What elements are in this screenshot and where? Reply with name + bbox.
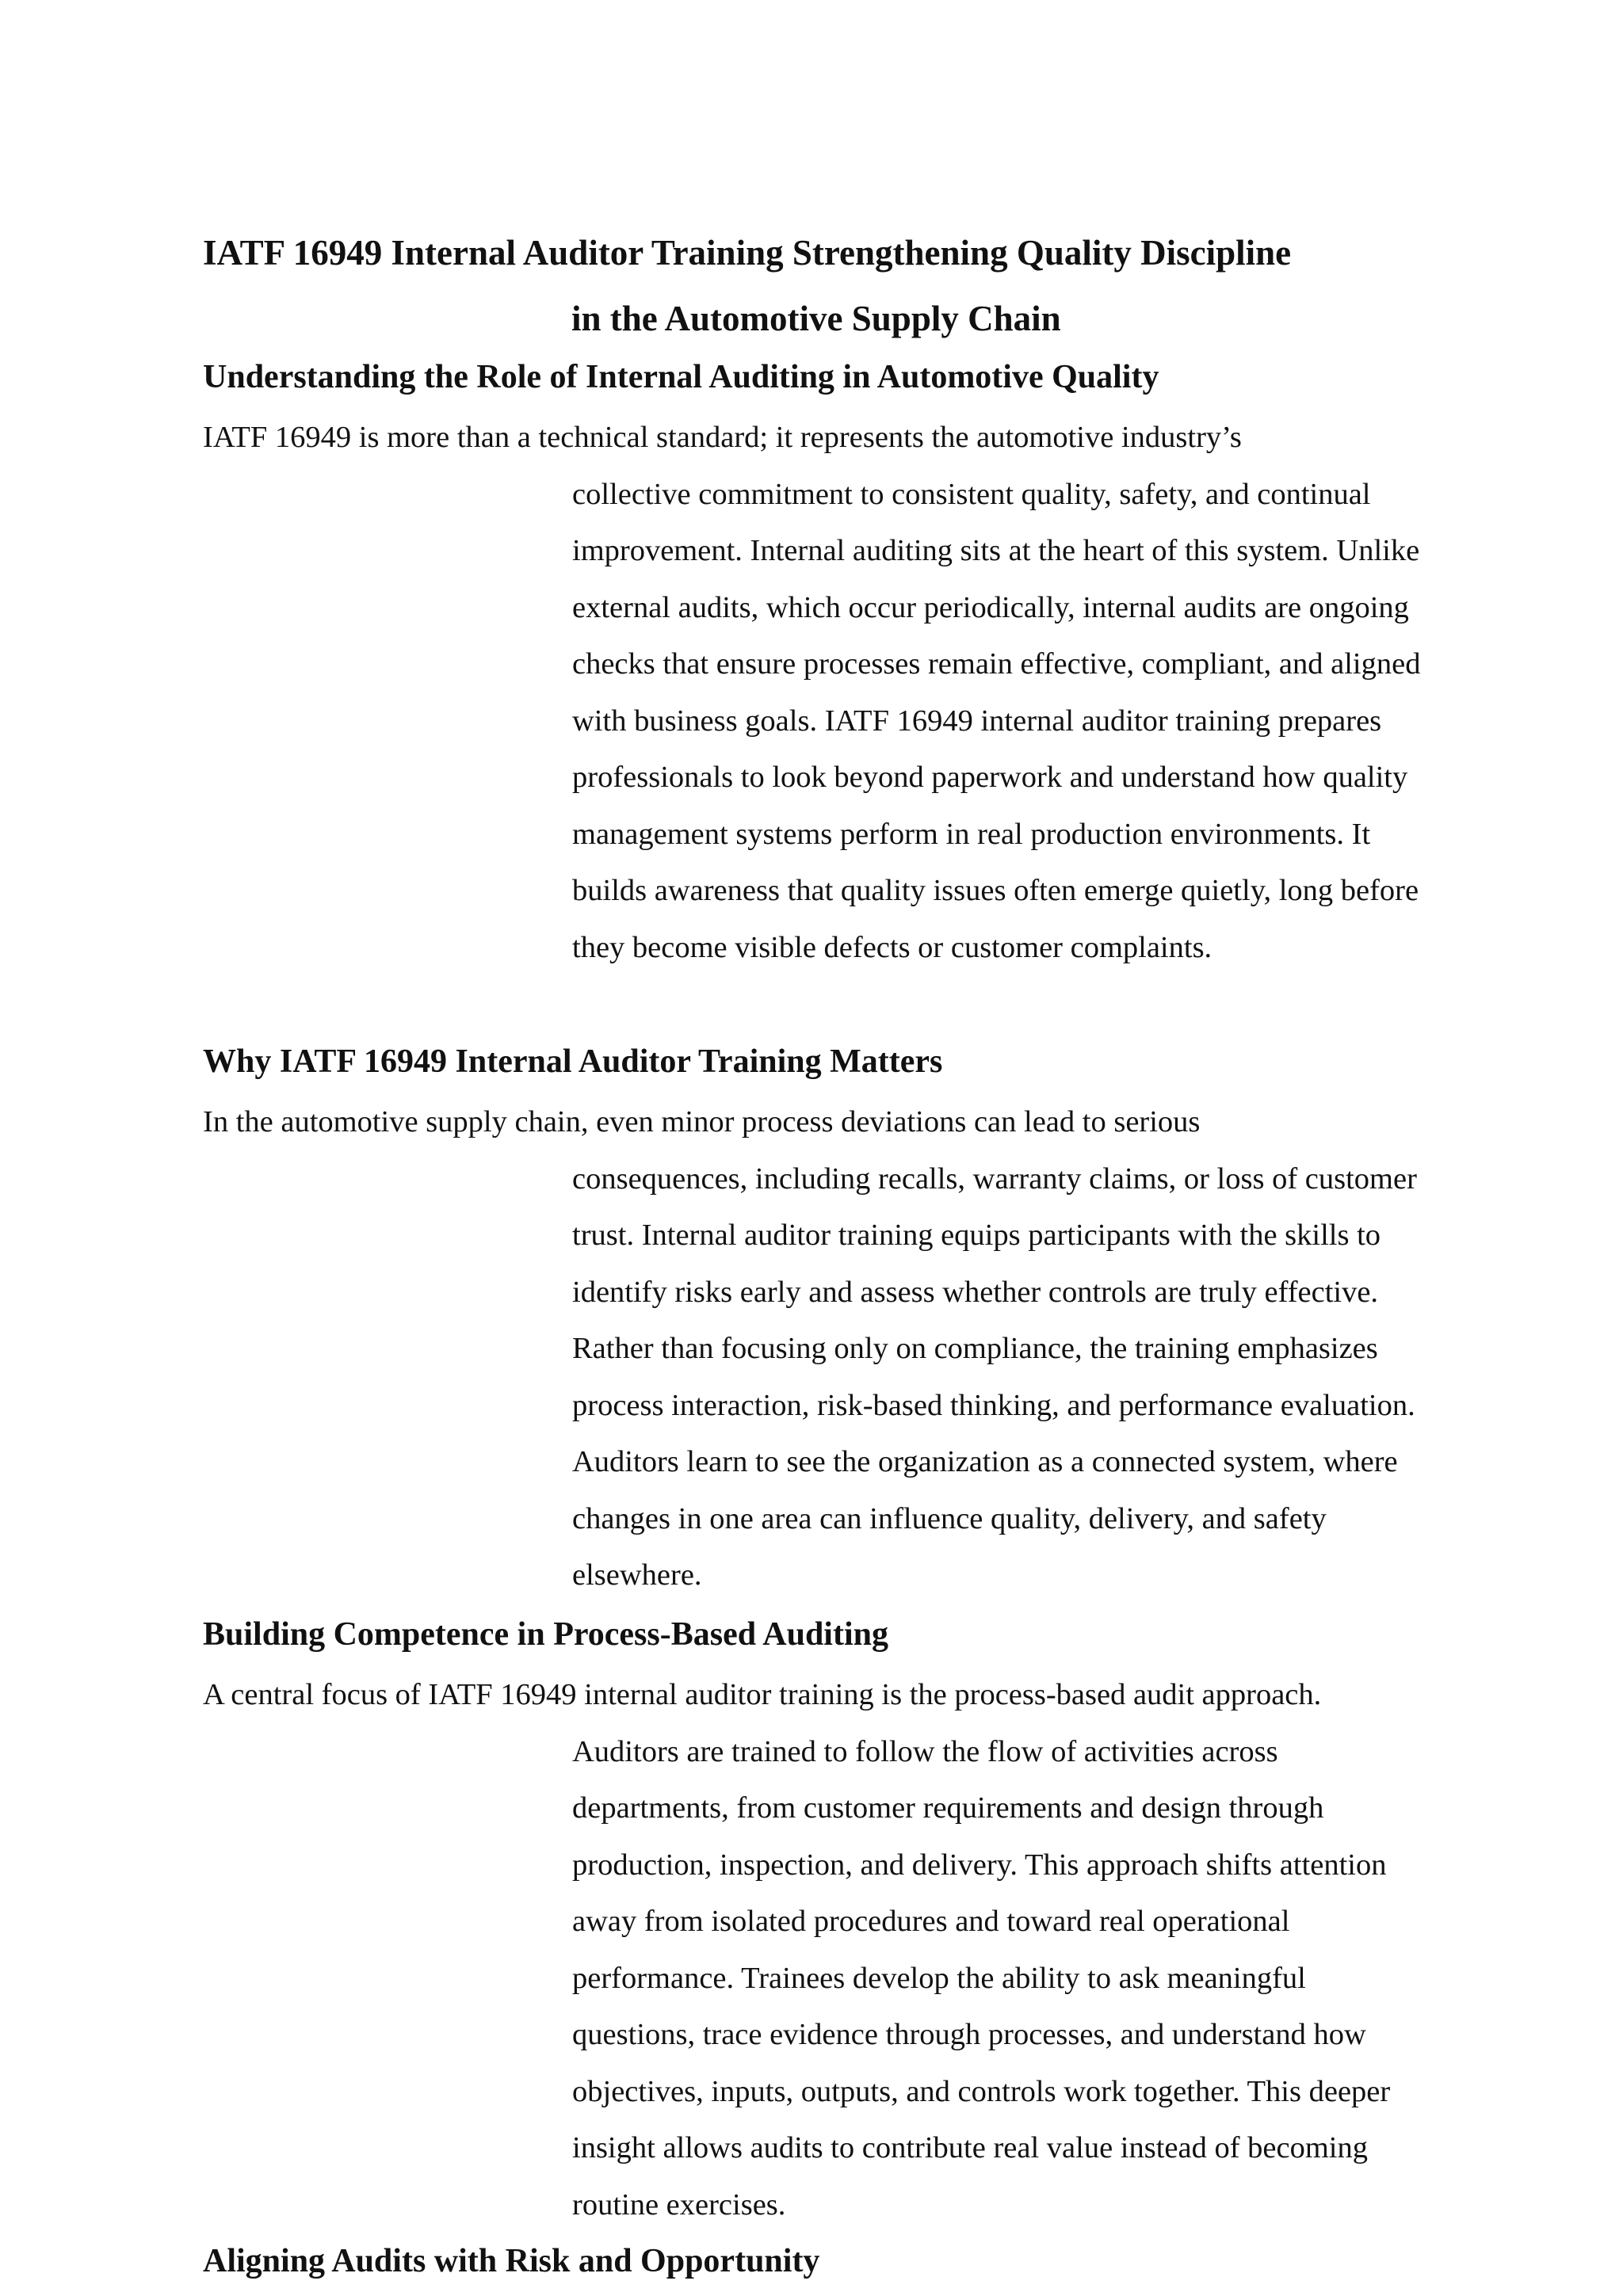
section-paragraph-process-based-auditing [203, 1667, 1439, 2233]
paragraph-continuation: collective commitment to consistent quality, safety, and continual improvement. Internal auditing sits at the heart of this system. Unlike external audits, which occur periodically, internal audits are ongoing checks that ensure processes remain effective, compliant, and aligned with business goals. IATF 16949 internal auditor training prepares professionals to look beyond paperwork and understand how quality management systems perform in real production environments. It builds awareness that quality issues often emerge quietly, long before they become visible defects or customer complaints. [572, 477, 1421, 964]
section-paragraph-role-of-internal-auditing [203, 410, 1439, 976]
document-title [203, 220, 1420, 352]
section-heading-role-of-internal-auditing: Understanding the Role of Internal Auditing in Automotive Quality [203, 359, 1159, 395]
paragraph-first-line: A central focus of IATF 16949 internal auditor training is the process-based audit approach. [203, 1678, 1322, 1711]
paragraph-first-line: IATF 16949 is more than a technical standard; it represents the automotive industry’s [203, 421, 1242, 454]
paragraph-continuation: Auditors are trained to follow the flow of activities across departments, from customer requirements and design through production, inspection, and delivery. This approach shifts attention away from isolated procedures and toward real operational performance. Trainees develop the ability to ask meaningful questions, trace evidence through processes, and understand how objectives, inputs, outputs, and controls work together. This deeper insight allows audits to contribute real value instead of becoming routine exercises. [572, 1734, 1391, 2222]
section-heading-why-training-matters: Why IATF 16949 Internal Auditor Training Matters [203, 1043, 943, 1080]
section-heading-risk-and-opportunity: Aligning Audits with Risk and Opportunity [203, 2243, 820, 2279]
section-heading-process-based-auditing: Building Competence in Process-Based Auditing [203, 1616, 888, 1653]
document-title-line-2: in the Automotive Supply Chain [571, 299, 1061, 338]
paragraph-continuation: consequences, including recalls, warranty claims, or loss of customer trust. Internal auditor training equips participants with the skills to identify risks early and assess whether controls are truly effective. Rather than focusing only on compliance, the training emphasizes process interaction, risk-based thinking, and performance evaluation. Auditors learn to see the organization as a connected system, where changes in one area can influence quality, delivery, and safety elsewhere. [572, 1161, 1417, 1592]
section-paragraph-why-training-matters [203, 1094, 1439, 1604]
document-title-line-1: IATF 16949 Internal Auditor Training Strengthening Quality Discipline [203, 233, 1292, 273]
paragraph-first-line: In the automotive supply chain, even minor process deviations can lead to serious [203, 1105, 1201, 1138]
